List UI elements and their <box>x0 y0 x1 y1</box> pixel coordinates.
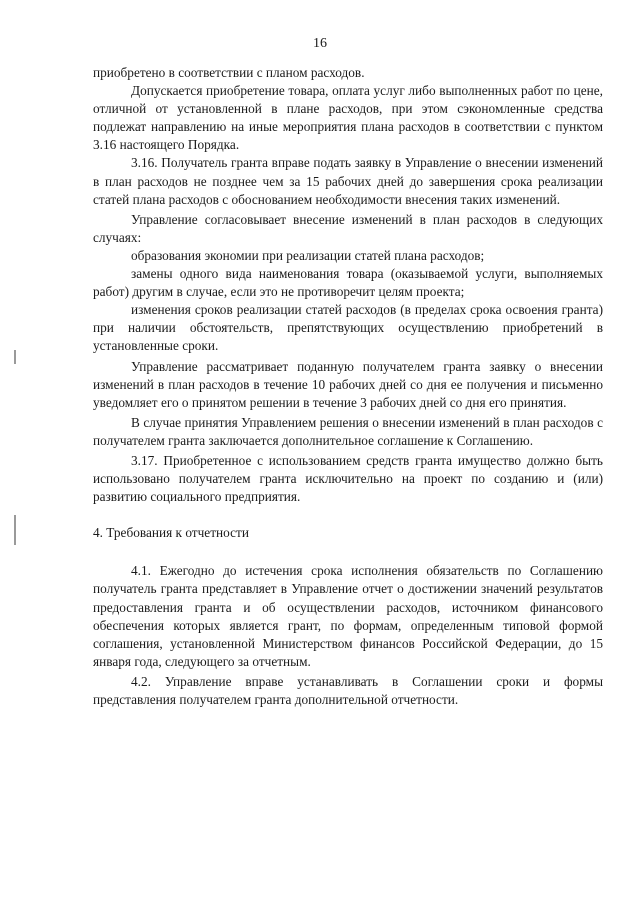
list-item: образования экономии при реализации статей плана расходов; <box>131 247 485 263</box>
page-number: 16 <box>313 36 327 51</box>
paragraph: В случае принятия Управлением решения о внесении изменений в план расходов с получателем гранта заключается дополнительное соглашение к Соглашению. <box>93 414 603 448</box>
document-body <box>93 64 603 709</box>
paragraph-3-16: 3.16. Получатель гранта вправе подать заявку в Управление о внесении изменений в план расходов не позднее чем за 15 рабочих дней до завершения срока реализации статей плана расходов с обоснованием необходимости внесения таких изменений. <box>93 155 603 207</box>
list-item: изменения сроков реализации статей расходов (в пределах срока освоения гранта) при наличии обстоятельств, препятствующих осуществлению приобретений в установленные сроки. <box>93 302 603 354</box>
list-item: замены одного вида наименования товара (оказываемой услуги, выполняемых работ) другим в случае, если это не противоречит целям проекта; <box>93 266 603 300</box>
paragraph: Допускается приобретение товара, оплата услуг либо выполненных работ по цене, отличной от установленной в плане расходов, при этом сэкономленные средства подлежат направлению на иные мероприятия плана расходов в соответствии с пунктом 3.16 настоящего Порядка. <box>93 83 603 153</box>
paragraph-4-2: 4.2. Управление вправе устанавливать в Соглашении сроки и формы представления получателем гранта дополнительной отчетности. <box>93 673 603 707</box>
paragraph-4-1: 4.1. Ежегодно до истечения срока исполнения обязательств по Соглашению получатель гранта представляет в Управление отчет о достижении значений результатов предоставления гранта и об осуществлении расходов, источником финансового обеспечения которых является грант, по формам, определенным типовой формой соглашения, установленной Министерством финансов Российской Федерации, до 15 января года, следующего за отчетным. <box>93 563 603 669</box>
paragraph: Управление согласовывает внесение изменений в план расходов в следующих случаях: <box>93 211 603 245</box>
paragraph: Управление рассматривает поданную получателем гранта заявку о внесении изменений в план расходов в течение 10 рабочих дней со дня ее получения и письменно уведомляет его о принятом решении в течение 3 рабочих дней со дня его принятия. <box>93 358 603 410</box>
paragraph-continuation: приобретено в соответствии с планом расходов. <box>93 65 365 80</box>
scan-margin-marks <box>14 350 18 550</box>
paragraph-3-17: 3.17. Приобретенное с использованием средств гранта имущество должно быть использовано получателем гранта исключительно на проект по созданию и (или) развитию социального предприятия. <box>93 452 603 505</box>
section-title: 4. Требования к отчетности <box>93 525 249 541</box>
